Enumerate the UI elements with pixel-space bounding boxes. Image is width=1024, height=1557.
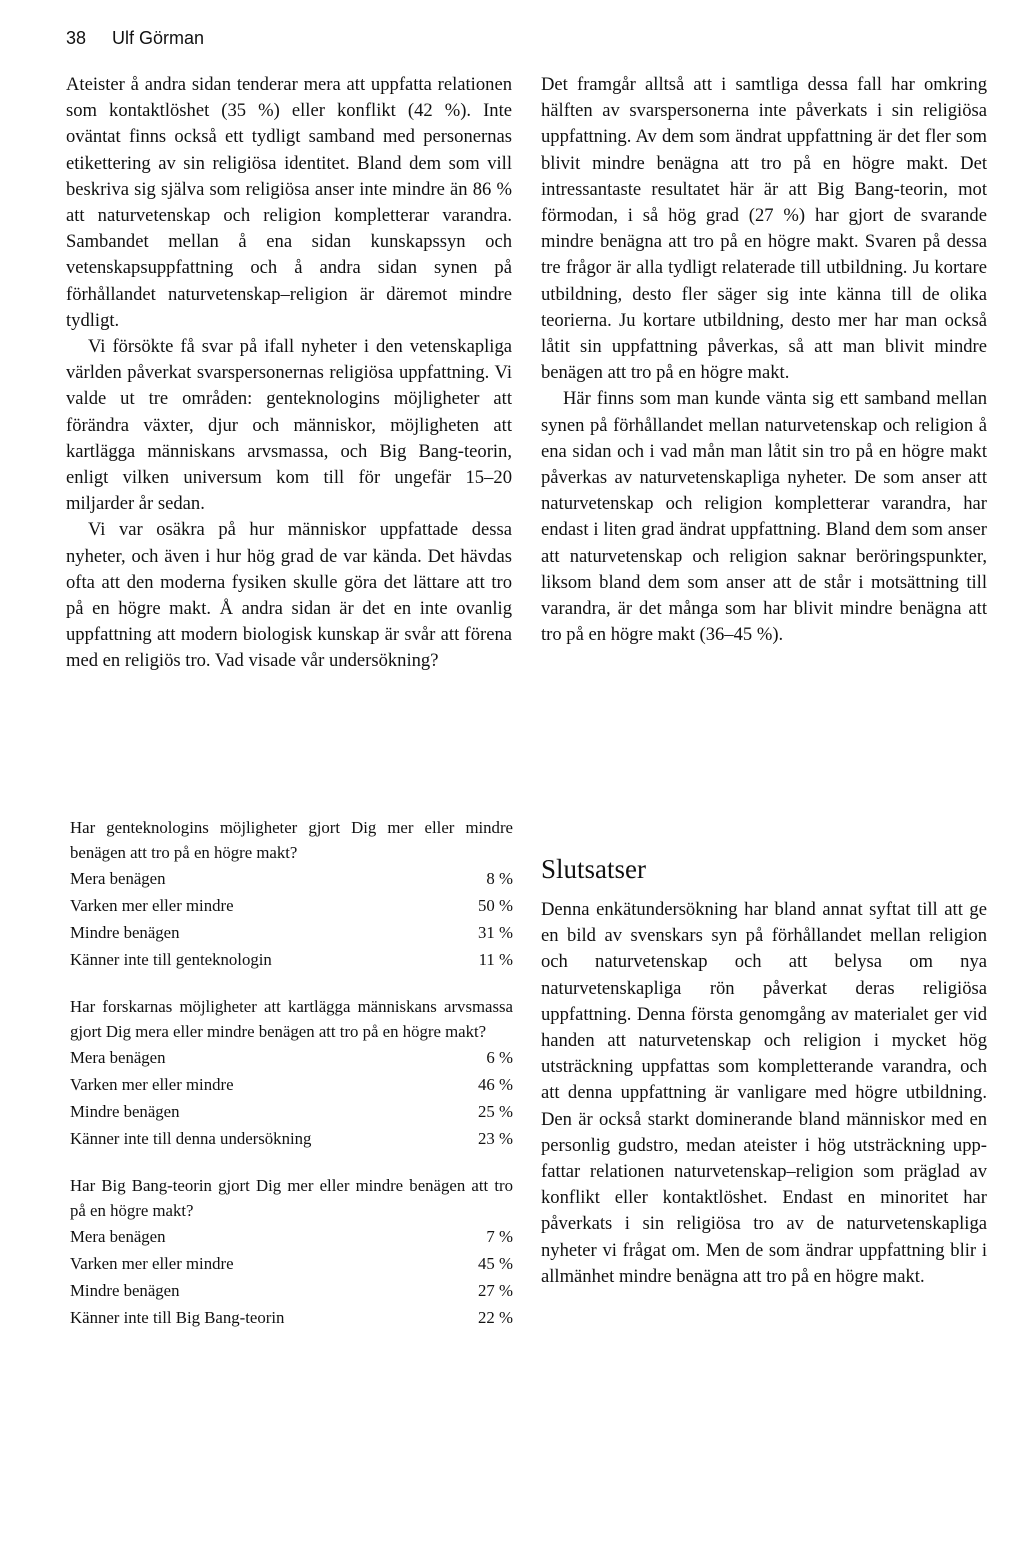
survey-answer-row xyxy=(70,919,513,946)
running-header xyxy=(66,26,204,50)
answer-label: Mindre benägen xyxy=(70,923,180,942)
answer-label: Känner inte till genteknologin xyxy=(70,950,272,969)
answer-label: Mindre benägen xyxy=(70,1281,180,1300)
answer-value: 25 % xyxy=(478,1102,513,1121)
answer-label: Varken mer eller mindre xyxy=(70,1075,234,1094)
answer-value: 23 % xyxy=(478,1129,513,1148)
answer-label: Mindre benägen xyxy=(70,1102,180,1121)
survey-results xyxy=(70,816,513,1353)
left-column xyxy=(66,72,512,675)
body-paragraph: Vi var osäkra på hur människor uppfattade dessa nyheter, och även i hur hög grad de var kända. Det hävdas ofta att den moderna fysiken skulle göra det lättare att tro på en högre makt. Å andra sidan är det en inte ovanlig uppfattning att modern biologisk kunskap är svår att förena med en religiös tro. Vad visade vår undersökning? xyxy=(66,519,512,672)
answer-value: 22 % xyxy=(478,1308,513,1327)
conclusions-section xyxy=(541,897,987,1290)
survey-question-block xyxy=(70,1174,513,1331)
survey-answer-row xyxy=(70,1125,513,1152)
survey-question-block xyxy=(70,816,513,973)
answer-label: Känner inte till denna undersökning xyxy=(70,1129,312,1148)
survey-question: Har forskarnas möjligheter att kartlägga människans arvsmassa gjort Dig mera eller mindre benägen att tro på en högre makt? xyxy=(70,997,513,1041)
survey-answer-row xyxy=(70,1071,513,1098)
survey-answer-row xyxy=(70,946,513,973)
survey-answer-row xyxy=(70,1304,513,1331)
answer-value: 6 % xyxy=(486,1048,513,1067)
section-heading: Slutsatser xyxy=(541,854,646,884)
survey-question: Har Big Bang-teorin gjort Dig mer eller mindre benägen att tro på en högre makt? xyxy=(70,1176,513,1220)
page-number: 38 xyxy=(66,28,87,48)
survey-question-block xyxy=(70,995,513,1152)
survey-answer-row xyxy=(70,1044,513,1071)
right-column xyxy=(541,72,987,648)
answer-label: Mera benägen xyxy=(70,869,166,888)
body-paragraph: Ateister å andra sidan tenderar mera att uppfatta relationen som kontaktlöshet (35 %) eller konflikt (42 %). Inte oväntat finns också ett tydligt samband med personernas etikettering av sin religiösa identitet. Bland dem som vill beskriva sig själva som religiösa anser inte mindre än 86 % att naturvetenskap och religion kompletterar varandra. Sambandet mellan å ena sidan kunskapssyn och vetenskapsuppfattning och å andra sidan synen på förhållandet naturvetenskap–religion är däremot mindre tydligt. xyxy=(66,74,512,331)
body-paragraph: Här finns som man kunde vänta sig ett samband mellan synen på förhållandet mellan naturvetenskap och religion å ena sidan och i vad mån man låtit sin tro på en högre makt påverkas av naturvetenskapliga nyheter. De som anser att naturvetenskap och religion kompletterar varandra, har endast i liten grad ändrat uppfattning. Bland dem som anser att naturvetenskap och religion saknar beröringspunkter, liksom bland dem som anser att de står i motsättning till varandra, är det många som har blivit mindre benägna att tro på en högre makt (36–45 %). xyxy=(541,388,987,646)
answer-value: 27 % xyxy=(478,1281,513,1300)
answer-label: Varken mer eller mindre xyxy=(70,1254,234,1273)
body-paragraph: Vi försökte få svar på ifall nyheter i den vetenskapliga världen påverkat svarspersonernas religiösa uppfattning. Vi valde ut tre områden: genteknologins möjligheter att förändra växter, djur och människor, möjligheten att kartlägga människans arvsmassa, och Big Bang-teorin, enligt vilken universum kom till för ungefär 15–20 miljarder år sedan. xyxy=(66,336,512,515)
survey-answer-row xyxy=(70,1277,513,1304)
survey-question: Har genteknologins möjligheter gjort Dig mer eller mindre benägen att tro på en högre makt? xyxy=(70,818,513,862)
survey-answer-row xyxy=(70,892,513,919)
answer-value: 31 % xyxy=(478,923,513,942)
survey-answer-row xyxy=(70,865,513,892)
body-paragraph: Det framgår alltså att i samtliga dessa fall har omkring hälften av svarspersonerna inte påverkats i sin religiösa uppfattning. Av dem som ändrat uppfattning är det fler som blivit mindre benägna att tro på en högre makt. Det intressantaste resultatet här är att Big Bang-teorin, mot förmodan, i så hög grad (27 %) har gjort de svarande mindre benägna att tro på en högre makt. Svaren på dessa tre frågor är alla tydligt relaterade till utbildning. Ju kortare utbildning, desto fler säger sig inte känna till de olika teorierna. Ju kortare utbildning, desto mer har man också låtit sin uppfattning påverkas, så att man blivit mindre benägen att tro på en högre makt. xyxy=(541,74,987,384)
answer-value: 8 % xyxy=(486,869,513,888)
answer-label: Mera benägen xyxy=(70,1048,166,1067)
answer-label: Varken mer eller mindre xyxy=(70,896,234,915)
answer-label: Mera benägen xyxy=(70,1227,166,1246)
answer-value: 46 % xyxy=(478,1075,513,1094)
answer-value: 7 % xyxy=(486,1227,513,1246)
survey-answer-row xyxy=(70,1223,513,1250)
survey-answer-row xyxy=(70,1250,513,1277)
answer-label: Känner inte till Big Bang-teorin xyxy=(70,1308,285,1327)
survey-answer-row xyxy=(70,1098,513,1125)
body-paragraph: Denna enkätundersökning har bland annat syftat till att ge en bild av svenskars syn på förhållandet mellan religion och naturvetenskap och att belysa om nya naturvetenskapliga rön påverkat deras religiösa uppfattning. Denna första genomgång av materialet ger vid handen att naturvetenskap och religion i mycket hög utsträckning uppfattas som kompletterande varandra, och att denna uppfattning är vanligare med högre utbildning. Den är också starkt dominerande bland människor med en personlig gudstro, medan ateister i hög utsträckning uppfattar relationen naturvetenskap–religion som präglad av konflikt eller kontaktlöshet. Endast en minoritet har påverkats i sin religiösa tro av de naturvetenskapliga nyheter vi frågat om. Men de som ändrar uppfattning blir i allmänhet mindre benägna att tro på en högre makt. xyxy=(541,899,987,1287)
answer-value: 11 % xyxy=(478,950,513,969)
author-name: Ulf Görman xyxy=(112,28,205,48)
answer-value: 50 % xyxy=(478,896,513,915)
answer-value: 45 % xyxy=(478,1254,513,1273)
